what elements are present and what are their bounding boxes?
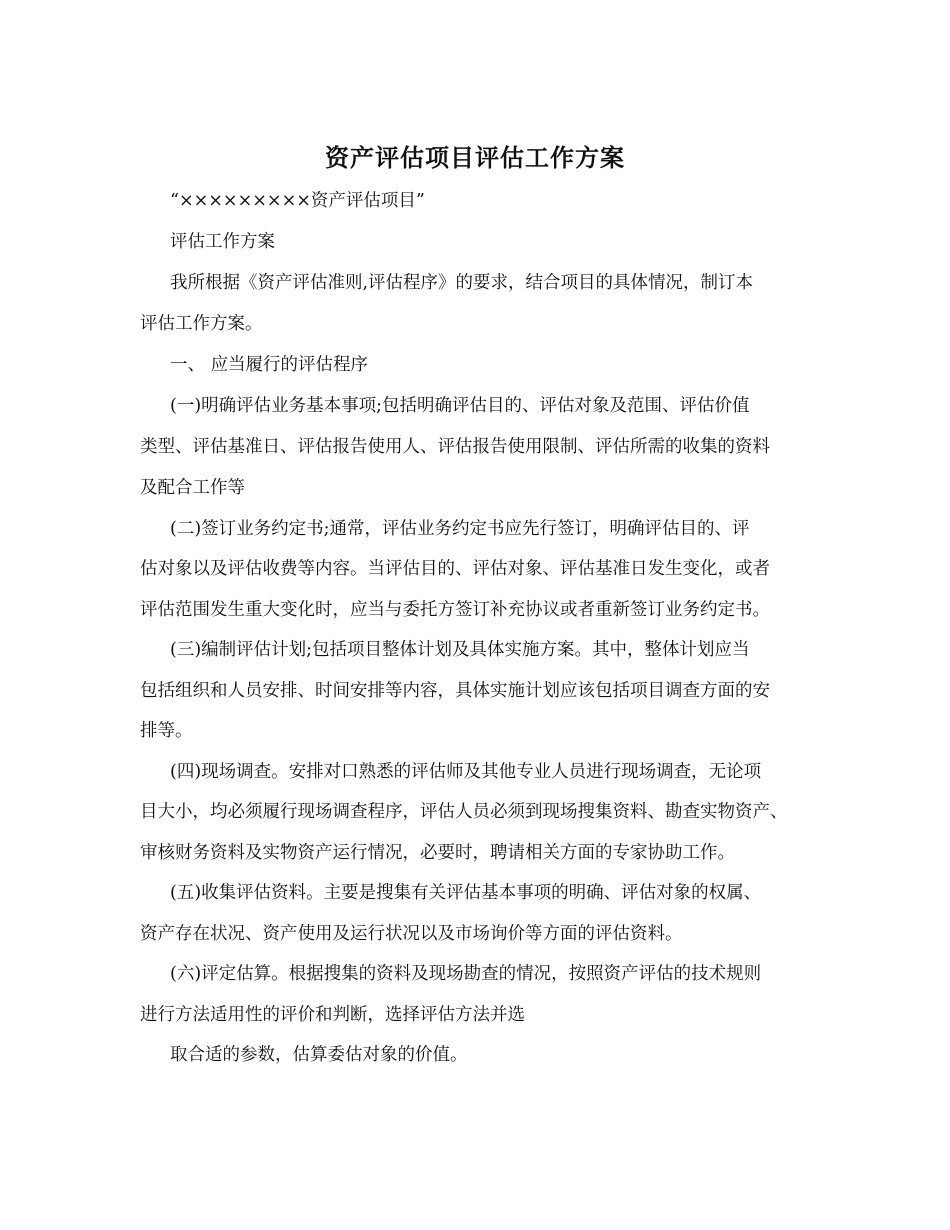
item-2-line-1: (二)签订业务约定书;通常，评估业务约定书应先行签订，明确评估目的、评 bbox=[170, 519, 750, 539]
item-1-line-2: 类型、评估基准日、评估报告使用人、评估报告使用限制、评估所需的收集的资料 bbox=[140, 437, 770, 457]
subtitle-line: 评估工作方案 bbox=[170, 232, 275, 252]
project-name-line: “×××××××××资产评估项目” bbox=[170, 191, 425, 211]
item-1-line-1: (一)明确评估业务基本事项;包括明确评估目的、评估对象及范围、评估价值 bbox=[170, 396, 750, 416]
item-3-line-2: 包括组织和人员安排、时间安排等内容，具体实施计划应该包括项目调查方面的安 bbox=[140, 681, 770, 701]
item-4-line-2: 目大小，均必须履行现场调查程序，评估人员必须到现场搜集资料、勘查实物资产、 bbox=[140, 802, 788, 822]
item-3-line-3: 排等。 bbox=[140, 721, 193, 741]
intro-line-2: 评估工作方案。 bbox=[140, 314, 263, 334]
item-5-line-1: (五)收集评估资料。主要是搜集有关评估基本事项的明确、评估对象的权属、 bbox=[170, 883, 762, 903]
item-3-line-1: (三)编制评估计划;包括项目整体计划及具体实施方案。其中，整体计划应当 bbox=[170, 640, 750, 660]
item-5-line-2: 资产存在状况、资产使用及运行状况以及市场询价等方面的评估资料。 bbox=[140, 924, 683, 944]
item-6-line-2: 进行方法适用性的评价和判断，选择评估方法并选 bbox=[140, 1005, 525, 1025]
item-4-line-3: 审核财务资料及实物资产运行情况，必要时，聘请相关方面的专家协助工作。 bbox=[140, 843, 735, 863]
item-1-line-3: 及配合工作等 bbox=[140, 478, 245, 498]
section-heading-1: 一、 应当履行的评估程序 bbox=[170, 355, 369, 375]
item-4-line-1: (四)现场调查。安排对口熟悉的评估师及其他专业人员进行现场调查，无论项 bbox=[170, 762, 762, 782]
item-2-line-2: 估对象以及评估收费等内容。当评估目的、评估对象、评估基准日发生变化，或者 bbox=[140, 559, 770, 579]
item-6-line-1: (六)评定估算。根据搜集的资料及现场勘查的情况，按照资产评估的技术规则 bbox=[170, 964, 762, 984]
item-6-line-3: 取合适的参数，估算委估对象的价值。 bbox=[170, 1045, 468, 1065]
item-2-line-3: 评估范围发生重大变化时，应当与委托方签订补充协议或者重新签订业务约定书。 bbox=[140, 600, 770, 620]
document-title: 资产评估项目评估工作方案 bbox=[325, 143, 625, 172]
intro-line-1: 我所根据《资产评估准则,评估程序》的要求，结合项目的具体情况，制订本 bbox=[170, 273, 754, 293]
